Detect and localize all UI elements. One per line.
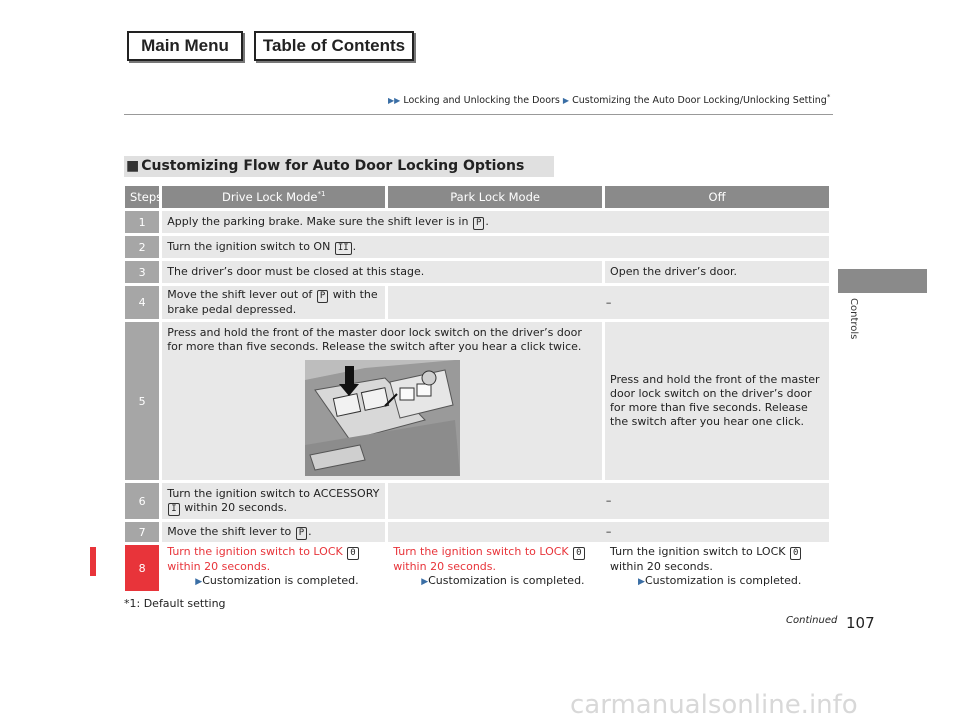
ignition-accessory-icon: I xyxy=(168,503,179,516)
step-text: Move the shift lever out of P with the brake pedal depressed. xyxy=(162,286,385,319)
step-text: Press and hold the front of the master door lock switch on the driver’s door for more than five seconds. Release the switch after you hear a click twice. xyxy=(162,322,602,480)
step-text: The driver’s door must be closed at this stage. xyxy=(162,261,602,283)
step-text-park: Turn the ignition switch to LOCK 0 within 20 seconds. ▶Customization is completed. xyxy=(388,545,602,591)
square-bullet-icon: ■ xyxy=(126,158,140,174)
step-text: Turn the ignition switch to ON II . xyxy=(162,236,829,258)
step-text-off: – xyxy=(388,522,829,542)
breadcrumb xyxy=(388,93,830,106)
ignition-lock-icon: 0 xyxy=(347,547,358,560)
header-drive-lock-mode: Drive Lock Mode$^{*1}$ xyxy=(162,186,385,208)
step-number: 6 xyxy=(125,483,159,519)
continued-label: Continued xyxy=(786,615,838,626)
section-heading xyxy=(124,156,554,177)
main-menu-button[interactable]: Main Menu xyxy=(127,31,243,61)
table-header-row xyxy=(125,186,829,208)
shift-p-icon: P xyxy=(317,290,328,303)
step-number: 4 xyxy=(125,286,159,319)
shift-p-icon: P xyxy=(473,217,484,230)
step-text: Move the shift lever to P . xyxy=(162,522,385,542)
step-text: Turn the ignition switch to ACCESSORY I within 20 seconds. xyxy=(162,483,385,519)
step-text: Apply the parking brake. Make sure the shift lever is in P . xyxy=(162,211,829,233)
breadcrumb-link-customizing[interactable]: Customizing the Auto Door Locking/Unlocking Setting xyxy=(572,95,827,107)
table-row xyxy=(125,545,829,591)
table-of-contents-button[interactable]: Table of Contents xyxy=(254,31,414,61)
ignition-on-icon: II xyxy=(335,242,352,255)
result-arrow-icon: ▶ xyxy=(638,577,645,587)
step-text-off: Turn the ignition switch to LOCK 0 within 20 seconds. ▶Customization is completed. xyxy=(605,545,829,591)
breadcrumb-asterisk: * xyxy=(826,93,831,101)
step-number: 2 xyxy=(125,236,159,258)
result-arrow-icon: ▶ xyxy=(421,577,429,587)
ignition-lock-icon: 0 xyxy=(573,547,584,560)
step-text-off: Open the driver’s door. xyxy=(605,261,829,283)
header-park-lock-mode: Park Lock Mode xyxy=(388,186,602,208)
table-row xyxy=(125,236,829,258)
step-text-drive: Turn the ignition switch to LOCK 0 within 20 seconds. ▶Customization is completed. xyxy=(162,545,385,591)
table-row xyxy=(125,211,829,233)
step-number: 3 xyxy=(125,261,159,283)
table-row xyxy=(125,483,829,519)
ignition-lock-icon: 0 xyxy=(790,547,801,560)
breadcrumb-arrow-icon: ▶ xyxy=(562,96,570,106)
customizing-flow-table xyxy=(122,183,832,594)
header-steps: Steps xyxy=(125,186,159,208)
table-row xyxy=(125,322,829,480)
result-arrow-icon: ▶ xyxy=(195,577,203,587)
step-text-off: Press and hold the front of the master door lock switch on the driver’s door for more than five seconds. Release the switch after you hear one click. xyxy=(605,322,829,480)
page-number: 107 xyxy=(846,614,875,632)
step-text-off: – xyxy=(388,483,829,519)
header-divider xyxy=(124,114,833,115)
step-number: 1 xyxy=(125,211,159,233)
table-row xyxy=(125,522,829,542)
breadcrumb-link-locking[interactable]: Locking and Unlocking the Doors xyxy=(403,95,560,107)
chapter-tab-label: Controls xyxy=(848,298,859,340)
footnote: *1: Default setting xyxy=(124,597,226,610)
chapter-tab[interactable] xyxy=(838,269,927,293)
step-number: 8 xyxy=(125,545,159,591)
step-number: 7 xyxy=(125,522,159,542)
door-lock-switch-illustration xyxy=(305,360,460,476)
table-row xyxy=(125,261,829,283)
table-row xyxy=(125,286,829,319)
step-text-off: – xyxy=(388,286,829,319)
watermark: carmanualsonline.info xyxy=(570,690,858,720)
new-setting-marker xyxy=(90,547,96,576)
breadcrumb-arrow-icon: ▶▶ xyxy=(388,96,401,106)
header-off: Off xyxy=(605,186,829,208)
section-title: Customizing Flow for Auto Door Locking Options xyxy=(141,158,525,174)
step-number: 5 xyxy=(125,322,159,480)
shift-p-icon: P xyxy=(296,527,307,540)
